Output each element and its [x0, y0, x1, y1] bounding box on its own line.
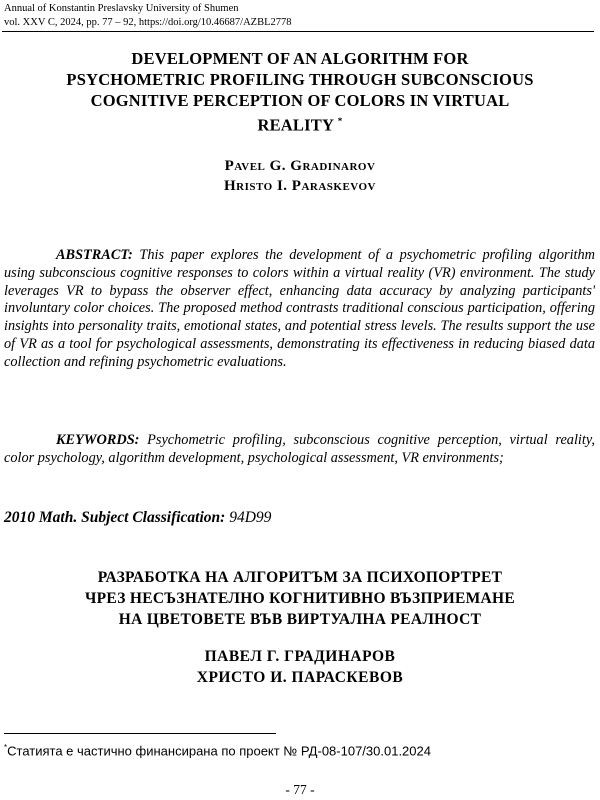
- header-rule: [2, 31, 594, 32]
- keywords-text: Psychometric profiling, subconscious cognitive perception, virtual reality, color psychology, algorithm development, psychological assessment, VR environments;: [4, 432, 595, 466]
- msc-label: 2010 Math. Subject Classification:: [4, 509, 226, 526]
- authors: [0, 156, 600, 196]
- bulgarian-title: [10, 567, 590, 630]
- title-footnote-mark: *: [337, 116, 343, 126]
- journal-name: Annual of Konstantin Preslavsky University of Shumen: [4, 3, 239, 14]
- abstract-label: ABSTRACT:: [56, 247, 133, 263]
- abstract: [4, 247, 595, 372]
- author-name: Pavel G. Gradinarov: [224, 158, 376, 174]
- paper-title: [10, 48, 590, 136]
- keywords: [4, 432, 595, 468]
- bg-author-name: ПАВЕЛ Г. ГРАДИНАРОВ: [204, 648, 396, 665]
- footnote-mark: *: [4, 743, 8, 752]
- bg-title-line: НА ЦВЕТОВЕТЕ ВЪВ ВИРТУАЛНА РЕАЛНОСТ: [118, 611, 482, 628]
- bulgarian-authors: [0, 646, 600, 688]
- msc-value: 94D99: [225, 509, 272, 526]
- title-line: [10, 111, 590, 136]
- subject-classification: [4, 508, 594, 528]
- journal-volume-doi: vol. XXV C, 2024, pp. 77 – 92, https://doi.org/10.46687/AZBL2778: [4, 17, 292, 28]
- title-line-text: REALITY: [257, 115, 334, 135]
- title-line: DEVELOPMENT OF AN ALGORITHM FOR: [131, 49, 469, 68]
- footnote-rule: [4, 733, 276, 734]
- bg-title-line: ЧРЕЗ НЕСЪЗНАТЕЛНО КОГНИТИВНО ВЪЗПРИЕМАНЕ: [84, 590, 516, 607]
- title-line: COGNITIVE PERCEPTION OF COLORS IN VIRTUAL: [90, 91, 510, 110]
- abstract-text: This paper explores the development of a psychometric profiling algorithm using subconscious cognitive responses to colors within a virtual reality (VR) environment. The study leverages VR to bypass the observer effect, enhancing data accuracy by analyzing participants' involuntary color choices. The proposed method contrasts traditional conscious participation, offering insights into personality traits, emotional states, and potential stress levels. The results support the use of VR as a tool for psychological assessments, demonstrating its effectiveness in reducing biased data collection and refining psychometric evaluations.: [4, 247, 595, 370]
- author-name: Hristo I. Paraskevov: [223, 178, 377, 194]
- footnote: [4, 740, 596, 759]
- bg-author-name: ХРИСТО И. ПАРАСКЕВОВ: [196, 669, 404, 686]
- keywords-label: KEYWORDS:: [56, 432, 140, 448]
- footnote-text: Статията е частично финансирана по проект № РД-08-107/30.01.2024: [7, 743, 431, 759]
- bg-title-line: РАЗРАБОТКА НА АЛГОРИТЪМ ЗА ПСИХОПОРТРЕТ: [97, 569, 503, 586]
- title-line: PSYCHOMETRIC PROFILING THROUGH SUBCONSCIOUS: [66, 70, 534, 89]
- page-number: - 77 -: [285, 782, 315, 797]
